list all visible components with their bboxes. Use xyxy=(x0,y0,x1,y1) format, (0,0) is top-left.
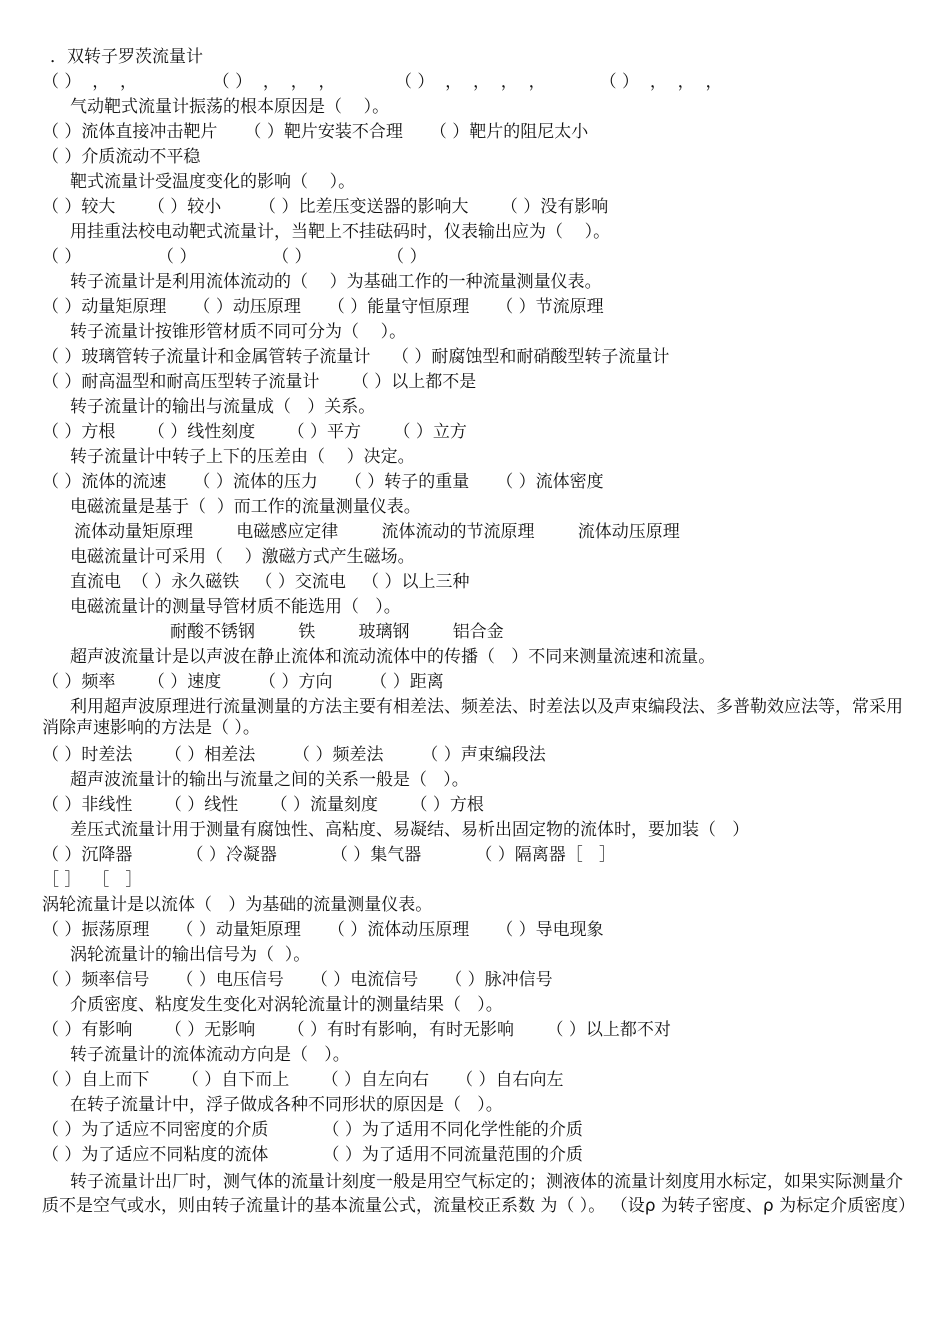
answer-options: ［ ］ ［ ］ xyxy=(42,870,143,890)
question-text: 电磁流量计可采用（ ）激磁方式产生磁场。 xyxy=(70,547,415,567)
question-text: 转子流量计按锥形管材质不同可分为（ ）。 xyxy=(70,322,407,342)
question-text: 转子流量计是利用流体流动的（ ）为基础工作的一种流量测量仪表。 xyxy=(70,272,602,292)
answer-options: （ ）动量矩原理 （ ）动压原理 （ ）能量守恒原理 （ ）节流原理 xyxy=(42,297,604,317)
answer-options: 耐酸不锈钢 铁 玻璃钢 铝合金 xyxy=(170,622,504,642)
question-text: 用挂重法校电动靶式流量计，当靶上不挂砝码时，仪表输出应为（ ）。 xyxy=(70,222,611,242)
question-text: 差压式流量计用于测量有腐蚀性、高粘度、易凝结、易析出固定物的流体时，要加装（ ） xyxy=(70,820,750,840)
answer-options: （ ）自上而下 （ ）自下而上 （ ）自左向右 （ ）自右向左 xyxy=(42,1070,564,1090)
answer-options: （ ）方根 （ ）线性刻度 （ ）平方 （ ）立方 xyxy=(42,422,467,442)
answer-options: 流体动量矩原理 电磁感应定律 流体流动的节流原理 流体动压原理 xyxy=(74,522,680,542)
answer-options: （ ）流体的流速 （ ）流体的压力 （ ）转子的重量 （ ）流体密度 xyxy=(42,472,604,492)
question-text: 气动靶式流量计振荡的根本原因是（ ）。 xyxy=(70,97,390,117)
question-text: 电磁流量是基于（ ）而工作的流量测量仪表。 xyxy=(70,497,421,517)
question-text: 超声波流量计的输出与流量之间的关系一般是（ ）。 xyxy=(70,770,469,790)
question-text: 电磁流量计的测量导管材质不能选用（ ）。 xyxy=(70,597,401,617)
question-text: 超声波流量计是以声波在静止流体和流动流体中的传播（ ）不同来测量流速和流量。 xyxy=(70,647,716,667)
answer-options: （ ）时差法 （ ）相差法 （ ）频差法 （ ）声束编段法 xyxy=(42,745,546,765)
answer-options: （ ）频率信号 （ ）电压信号 （ ）电流信号 （ ）脉冲信号 xyxy=(42,970,553,990)
answer-options: （ ）玻璃管转子流量计和金属管转子流量计 （ ）耐腐蚀型和耐硝酸型转子流量计 xyxy=(42,347,670,367)
answer-options: （ ）频率 （ ）速度 （ ）方向 （ ）距离 xyxy=(42,672,444,692)
question-text: 利用超声波原理进行流量测量的方法主要有相差法、频差法、时差法以及声束编段法、多普勒效应法等，常采用消除声速影响的方法是（ ）。 xyxy=(42,697,903,738)
answer-options: （ ）振荡原理 （ ）动量矩原理 （ ）流体动压原理 （ ）导电现象 xyxy=(42,920,604,940)
answer-options: （ ）沉降器 （ ）冷凝器 （ ）集气器 （ ）隔离器［ ］ xyxy=(42,845,616,865)
question-text: 转子流量计中转子上下的压差由（ ）决定。 xyxy=(70,447,415,467)
answer-options: （ ）介质流动不平稳 xyxy=(42,147,201,167)
answer-options: （ ）非线性 （ ）线性 （ ）流量刻度 （ ）方根 xyxy=(42,795,484,815)
section-title: ．双转子罗茨流量计 xyxy=(50,47,203,67)
answer-options: （ ）有影响 （ ）无影响 （ ）有时有影响，有时无影响 （ ）以上都不对 xyxy=(42,1020,671,1040)
answer-options: （ ）较大 （ ）较小 （ ）比差压变送器的影响大 （ ）没有影响 xyxy=(42,197,609,217)
answer-options: （ ）为了适应不同密度的介质 （ ）为了适用不同化学性能的介质 xyxy=(42,1120,583,1140)
question-text: 在转子流量计中，浮子做成各种不同形状的原因是（ ）。 xyxy=(70,1095,503,1115)
question-text: 涡轮流量计是以流体（ ）为基础的流量测量仪表。 xyxy=(42,895,433,915)
question-text: 靶式流量计受温度变化的影响（ ）。 xyxy=(70,172,356,192)
question-text: 介质密度、粘度发生变化对涡轮流量计的测量结果（ ）。 xyxy=(70,995,503,1015)
answer-options: （ ）耐高温型和耐高压型转子流量计 （ ）以上都不是 xyxy=(42,372,477,392)
answer-options: 直流电 （ ）永久磁铁 （ ）交流电 （ ）以上三种 xyxy=(70,572,470,592)
answer-options: （ ）为了适应不同粘度的流体 （ ）为了适用不同流量范围的介质 xyxy=(42,1145,583,1165)
question-text: 转子流量计的流体流动方向是（ ）。 xyxy=(70,1045,350,1065)
question-text: 涡轮流量计的输出信号为（ ）。 xyxy=(70,945,311,965)
answer-options: （ ）流体直接冲击靶片 （ ）靶片安装不合理 （ ）靶片的阻尼太小 xyxy=(42,122,589,142)
answer-options: （ ） （ ） （ ） （ ） xyxy=(42,247,427,267)
question-text: 转子流量计出厂时，测气体的流量计刻度一般是用空气标定的；测液体的流量计刻度用水标定，如果实际测量介质不是空气或水，则由转子流量计的基本流量公式，流量校正系数 为（ ）。 （设ρ 为转子密度、ρ 为标定介质密度） xyxy=(42,1172,916,1216)
answer-options: （ ） ， ， （ ） ， ， ， （ ） ， ， ， ， （ ） ， ， ， xyxy=(42,72,723,92)
question-text: 转子流量计的输出与流量成（ ）关系。 xyxy=(70,397,376,417)
